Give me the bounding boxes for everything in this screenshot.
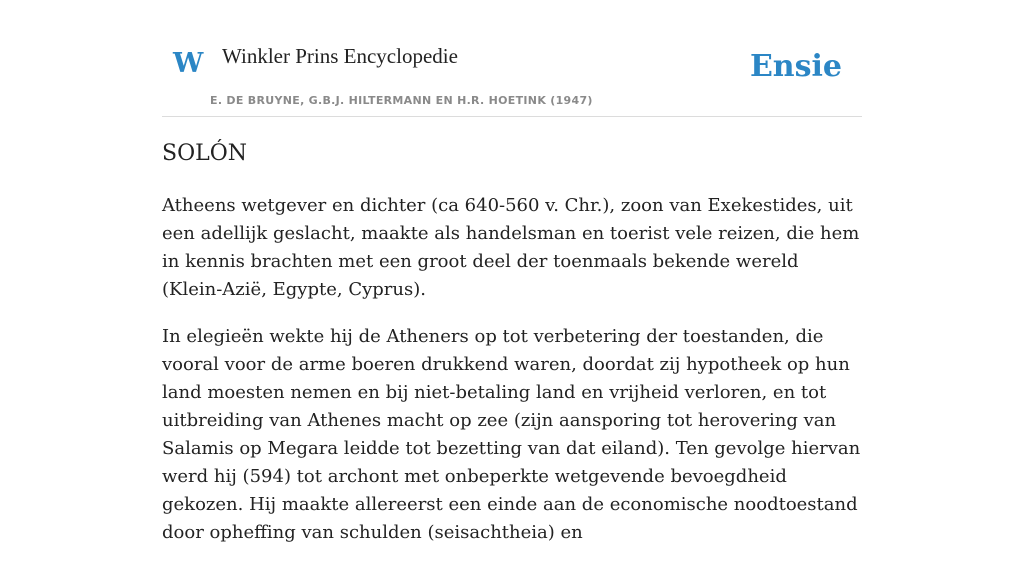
publication-title[interactable]: Winkler Prins Encyclopedie	[222, 44, 458, 68]
header	[162, 0, 862, 117]
entry-paragraph: In elegieën wekte hij de Atheners op tot verbetering der toestanden, die vooral voor de arme boeren drukkend waren, doordat zij hypotheek op hun land moesten nemen en bij niet-betaling land en vrijheid verloren, en tot uitbreiding van Athenes macht op zee (zijn aansporing tot herovering van Salamis op Megara leidde tot bezetting van dat eiland). Ten gevolge hiervan werd hij (594) tot archont met onbeperkte wetgevende bevoegdheid gekozen. Hij maakte allereerst een einde aan de economische noodtoestand door opheffing van schulden (seisachtheia) en	[162, 326, 861, 543]
site-logo[interactable]: Ensie	[749, 49, 842, 84]
publication-logo[interactable]: W	[173, 48, 204, 79]
entry-paragraph: Atheens wetgever en dichter (ca 640-560 v. Chr.), zoon van Exekestides, uit een adellijk geslacht, maakte als handelsman en toerist vele reizen, die hem in kennis brachten met een groot deel der toenmaals bekende wereld (Klein-Azië, Egypte, Cyprus).	[162, 195, 860, 300]
entry-body	[162, 192, 862, 566]
entry-title: SOLÓN	[162, 141, 248, 166]
publication-authors: E. DE BRUYNE, G.B.J. HILTERMANN EN H.R. HOETINK (1947)	[210, 94, 593, 107]
page	[162, 0, 862, 543]
